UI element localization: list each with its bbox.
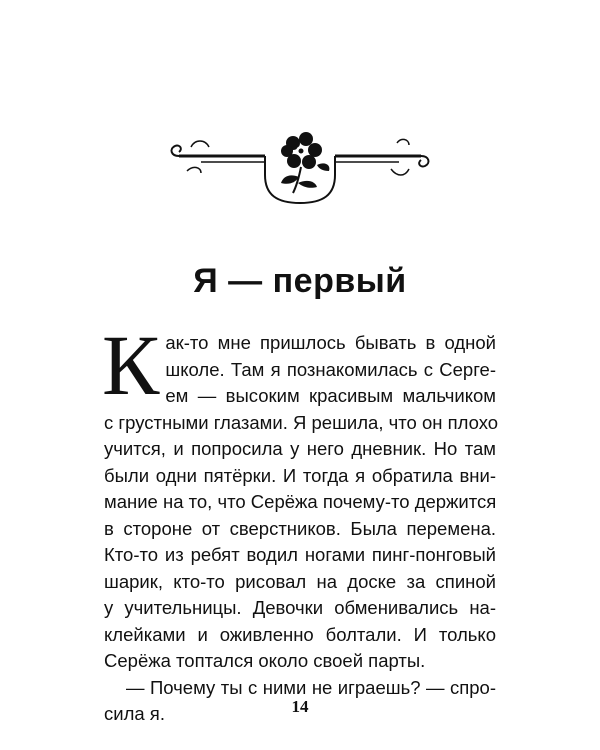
text-line: клейками и оживленно болтали. И только (104, 623, 496, 645)
text-line: учится, и попросила у него дневник. Но там (104, 438, 496, 459)
text-line: ак-то мне пришлось бывать в одной (165, 332, 496, 353)
text-line: ем — высоким красивым мальчиком (165, 385, 496, 406)
flower-ornament-icon (165, 125, 435, 205)
text-line: — Почему ты с ними не играешь? — спро- (126, 676, 496, 698)
text-line: с грустными глазами. Я решила, что он плохо (104, 411, 499, 433)
text-line: шарик, кто-то рисовал на доске за спиной (104, 570, 496, 592)
text-line: сила я. (104, 703, 165, 724)
text-line: были одни пятёрки. И тогда я обратила вни- (104, 464, 496, 486)
drop-cap: К (102, 317, 160, 413)
text-line: в стороне от сверстников. Была перемена. (104, 517, 496, 539)
page-number: 14 (291, 697, 309, 716)
text-line: у учительницы. Девочки обменивались на- (104, 597, 496, 618)
text-line: Серёжа топтался около своей парты. (104, 650, 426, 671)
story-body (102, 317, 499, 728)
page-title: Я — первый (193, 262, 407, 300)
text-line: мание на то, что Серёжа почему-то держится (104, 491, 497, 512)
text-line: школе. Там я познакомилась с Серге- (165, 358, 496, 380)
text-line: Кто-то из ребят водил ногами пинг-понговый (104, 544, 496, 565)
